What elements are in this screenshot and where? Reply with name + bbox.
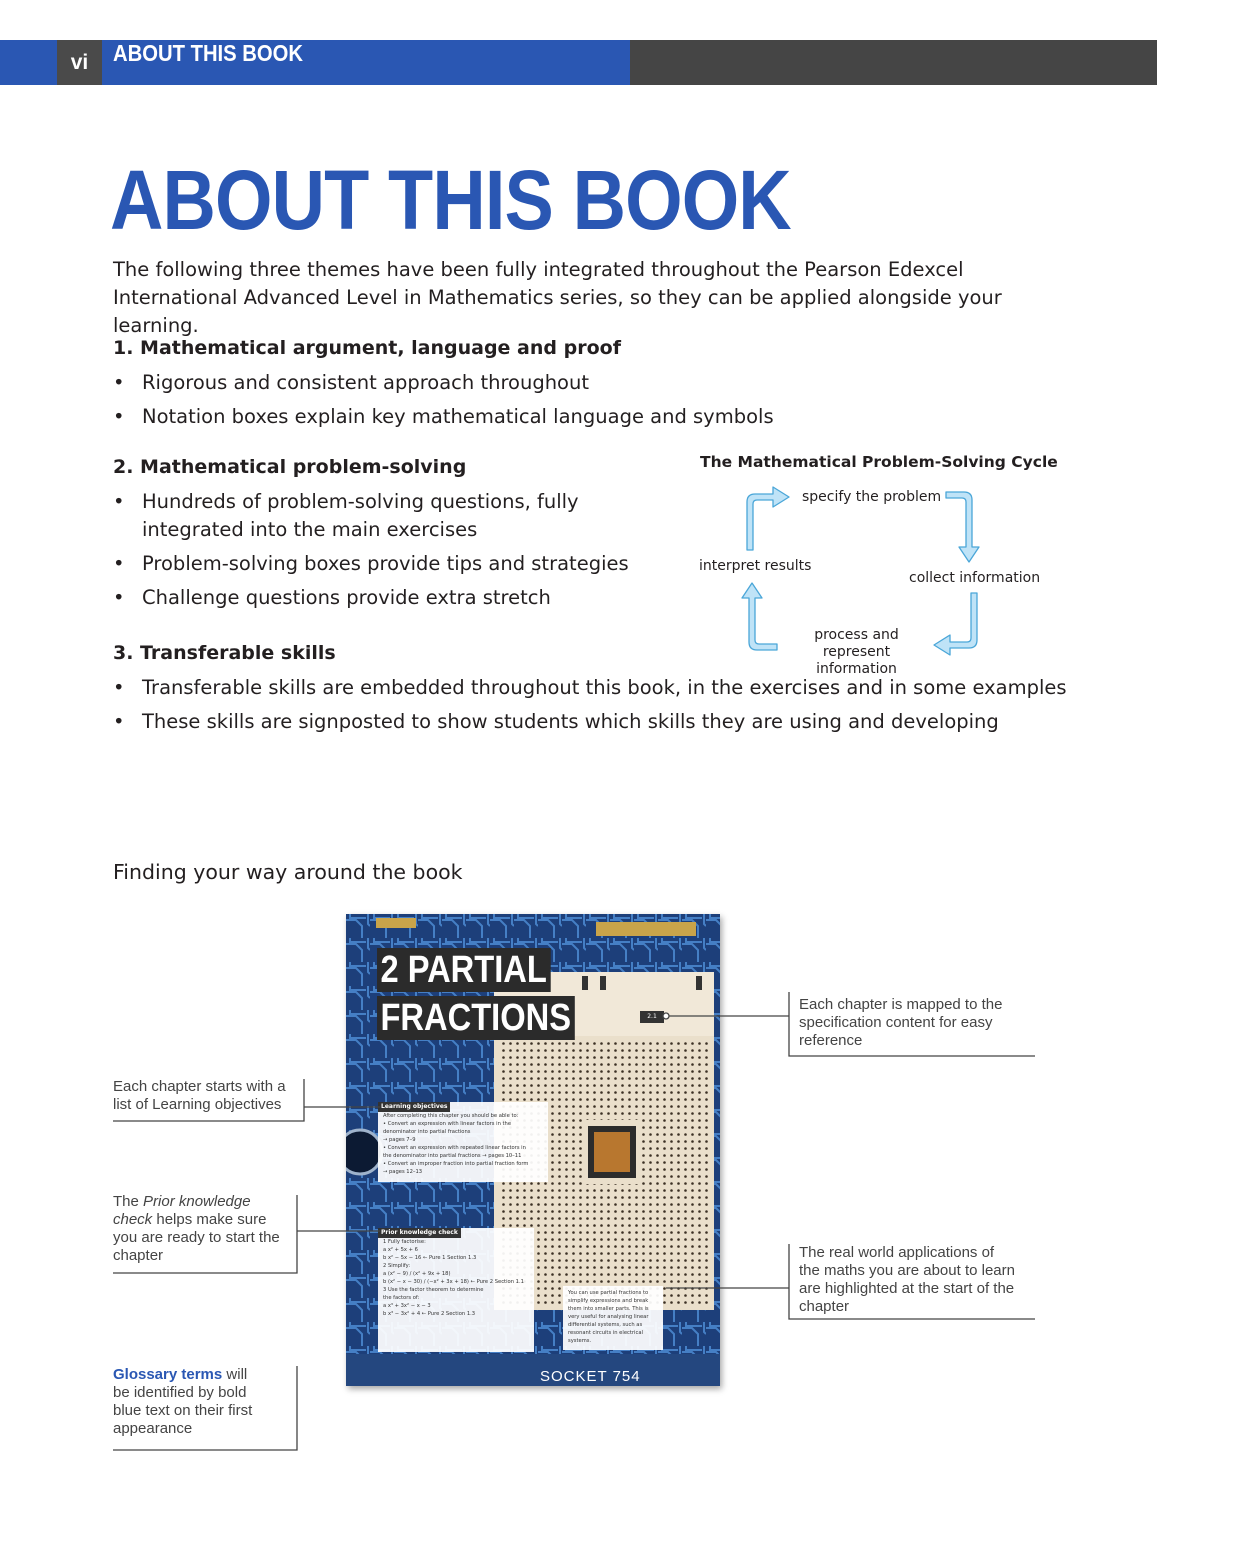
prior-knowledge-line: b (x² − x − 30) / (−x² + 3x + 18) ← Pure 2 Section 1.1	[383, 1279, 524, 1285]
learning-objectives-line: • Convert an expression with linear factors in the	[383, 1121, 512, 1127]
intro-paragraph: The following three themes have been fully integrated throughout the Pearson Edexcel International Advanced Level in Mathematics series, so they can be applied alongside your learning.	[113, 258, 1002, 337]
page-title: ABOUT THIS BOOK	[110, 153, 791, 247]
finding-heading: Finding your way around the book	[113, 860, 463, 884]
callout-realworld-line: chapter	[799, 1298, 850, 1315]
callout-real-world	[799, 1244, 1015, 1316]
callout-glossary-text: will	[222, 1366, 248, 1383]
list-item: • These skills are signposted to show students which skills they are using and developing	[113, 708, 1113, 736]
theme-heading-2: 2. Mathematical problem-solving	[113, 456, 467, 478]
callout-objectives-line: list of Learning objectives	[113, 1096, 282, 1113]
prior-knowledge-line: a (x² − 9) / (x² + 9x + 18)	[383, 1271, 451, 1277]
chapter-title-line-2: FRACTIONS	[377, 996, 575, 1040]
list-item: • Hundreds of problem-solving questions, fully integrated into the main exercises	[113, 488, 673, 544]
callout-prior-italic: check	[113, 1211, 153, 1228]
learning-objectives-line: the denominator into partial fractions → pages 10–11	[383, 1153, 522, 1159]
real-world-line: systems.	[568, 1338, 592, 1344]
learning-objectives-line: → pages 7–9	[383, 1137, 416, 1143]
callout-prior-text: chapter	[113, 1247, 164, 1264]
callout-mapped-line: reference	[799, 1032, 863, 1049]
list-item: • Transferable skills are embedded throughout this book, in the exercises and in some examples	[113, 674, 1113, 702]
callout-realworld-line: The real world applications of	[799, 1244, 995, 1261]
header-title: ABOUT THIS BOOK	[113, 40, 304, 66]
callout-objectives	[113, 1078, 286, 1114]
callout-prior-text: you are ready to start the	[113, 1229, 280, 1246]
prior-knowledge-line: 1 Fully factorise:	[383, 1239, 426, 1245]
real-world-line: You can use partial fractions to	[568, 1290, 649, 1296]
theme-heading-3: 3. Transferable skills	[113, 642, 336, 664]
callout-spec-mapping	[799, 996, 1002, 1050]
callout-realworld-line: the maths you are about to learn	[799, 1262, 1015, 1279]
theme-heading-1: 1. Mathematical argument, language and proof	[113, 337, 621, 359]
prior-knowledge-line: a x² + 5x + 6	[383, 1247, 418, 1253]
cycle-label-process-1: process and	[814, 627, 899, 643]
prior-knowledge-line: the factors of:	[383, 1295, 420, 1301]
callout-prior-knowledge	[113, 1193, 280, 1265]
real-world-line: them into smaller parts. This is	[568, 1306, 649, 1312]
cycle-title: The Mathematical Problem-Solving Cycle	[700, 453, 1058, 471]
real-world-line: resonant circuits in electrical	[568, 1330, 643, 1336]
callout-mapped-line: Each chapter is mapped to the	[799, 996, 1003, 1013]
prior-knowledge-line: b x³ − 3x² + 4 ← Pure 2 Section 1.3	[383, 1311, 476, 1317]
list-item: • Notation boxes explain key mathematical language and symbols	[113, 403, 774, 431]
list-item: • Rigorous and consistent approach throughout	[113, 369, 774, 397]
list-item: • Challenge questions provide extra stretch	[113, 584, 673, 612]
callout-glossary-text: appearance	[113, 1420, 193, 1437]
cycle-label-interpret: interpret results	[699, 558, 812, 574]
learning-objectives-line: • Convert an improper fraction into partial fraction form	[383, 1161, 529, 1167]
real-world-line: differential systems, such as	[568, 1322, 643, 1328]
learning-objectives-line: • Convert an expression with repeated linear factors in	[383, 1145, 526, 1151]
learning-objectives-line: → pages 12–13	[383, 1169, 423, 1175]
learning-objectives-heading: Learning objectives	[378, 1102, 450, 1112]
callout-glossary	[113, 1366, 252, 1438]
spec-tag: 2.1	[640, 1011, 664, 1023]
glossary-term-label: Glossary terms	[113, 1366, 223, 1383]
real-world-line: simplify expressions and break	[568, 1298, 649, 1304]
callout-mapped-line: specification content for easy	[799, 1014, 993, 1031]
prior-knowledge-line: 2 Simplify:	[383, 1263, 411, 1269]
callout-prior-text: The	[113, 1193, 144, 1210]
callout-prior-italic: Prior knowledge	[143, 1193, 251, 1210]
learning-objectives-line: After completing this chapter you should be able to:	[383, 1113, 519, 1119]
learning-objectives-line: denominator into partial fractions	[383, 1129, 471, 1135]
socket-label: SOCKET 754	[540, 1368, 641, 1385]
cycle-label-collect: collect information	[909, 570, 1041, 586]
callout-glossary-text: blue text on their first	[113, 1402, 253, 1419]
prior-knowledge-line: a x³ + 3x² − x − 3	[383, 1303, 431, 1309]
cycle-label-specify: specify the problem	[802, 489, 942, 505]
callout-objectives-line: Each chapter starts with a	[113, 1078, 286, 1095]
callout-glossary-text: be identified by bold	[113, 1384, 247, 1401]
prior-knowledge-line: 3 Use the factor theorem to determine	[383, 1287, 484, 1293]
page-number: vi	[57, 40, 102, 85]
chapter-title-line-1: 2 PARTIAL	[377, 948, 550, 992]
prior-knowledge-heading: Prior knowledge check	[378, 1228, 461, 1238]
prior-knowledge-line: b x² − 5x − 16 ← Pure 1 Section 1.3	[383, 1255, 477, 1261]
callout-realworld-line: are highlighted at the start of the	[799, 1280, 1015, 1297]
real-world-line: very useful for analysing linear	[568, 1314, 649, 1320]
callout-prior-text: helps make sure	[152, 1211, 267, 1228]
cycle-label-process-2: represent information	[816, 644, 897, 677]
list-item: • Problem-solving boxes provide tips and strategies	[113, 550, 673, 578]
